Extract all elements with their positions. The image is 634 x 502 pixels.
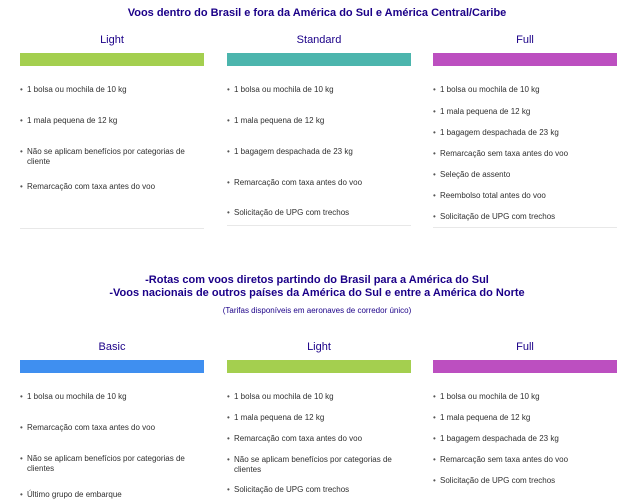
fare-color-bar: [227, 360, 411, 373]
list-item: • 1 mala pequena de 12 kg: [20, 116, 204, 147]
fare-name: Light: [307, 341, 331, 353]
list-item: • 1 bagagem despachada de 23 kg: [433, 434, 617, 455]
list-item: • Reembolso total antes do voo: [433, 191, 617, 212]
section2-title-line1: -Rotas com voos diretos partindo do Brasil para a América do Sul: [145, 274, 489, 286]
section1-title: Voos dentro do Brasil e fora da América do Sul e América Central/Caribe: [127, 7, 507, 19]
list-item: • Remarcação com taxa antes do voo: [20, 423, 204, 454]
list-item: • Solicitação de UPG com trechos: [227, 485, 411, 497]
list-item: • Remarcação com taxa antes do voo: [227, 178, 411, 208]
benefits-list: [433, 85, 617, 226]
list-item: • Remarcação sem taxa antes do voo: [433, 149, 617, 170]
fare-name: Full: [516, 34, 534, 46]
fare-column-light: [227, 340, 411, 497]
list-item: • 1 mala pequena de 12 kg: [227, 116, 411, 147]
list-item: • 1 bolsa ou mochila de 10 kg: [433, 85, 617, 107]
benefits-list: [433, 392, 617, 488]
list-item: • 1 mala pequena de 12 kg: [433, 107, 617, 128]
list-item: • Remarcação com taxa antes do voo: [227, 434, 411, 455]
benefits-list: [227, 392, 411, 497]
list-item: • 1 bolsa ou mochila de 10 kg: [227, 392, 411, 413]
section2-note: (Tarifas disponíveis em aeronaves de corredor único): [222, 306, 412, 315]
benefits-list: [227, 85, 411, 222]
list-item: • Remarcação com taxa antes do voo: [20, 182, 204, 202]
benefits-list: [20, 392, 204, 502]
fare-name: Light: [100, 34, 124, 46]
list-item: • Não se aplicam benefícios por categorias de clientes: [20, 454, 190, 490]
list-item: • 1 mala pequena de 12 kg: [227, 413, 411, 434]
list-item: • Não se aplicam benefícios por categorias de cliente: [20, 147, 190, 182]
list-item: • 1 mala pequena de 12 kg: [433, 413, 617, 434]
fare-color-bar: [20, 360, 204, 373]
fare-color-bar: [433, 53, 617, 66]
list-item: • Seleção de assento: [433, 170, 617, 191]
list-item: • 1 bagagem despachada de 23 kg: [433, 128, 617, 149]
list-item: • 1 bolsa ou mochila de 10 kg: [20, 85, 204, 116]
divider: [20, 228, 204, 229]
list-item: • Último grupo de embarque: [20, 490, 204, 502]
list-item: • Solicitação de UPG com trechos: [433, 212, 617, 226]
list-item: • Solicitação de UPG com trechos: [227, 208, 411, 222]
list-item: • 1 bolsa ou mochila de 10 kg: [20, 392, 204, 423]
divider: [433, 227, 617, 228]
list-item: • Não se aplicam benefícios por categorias de clientes: [227, 455, 397, 485]
list-item: • 1 bolsa ou mochila de 10 kg: [227, 85, 411, 116]
fare-color-bar: [433, 360, 617, 373]
fare-color-bar: [20, 53, 204, 66]
section2-title-line2: -Voos nacionais de outros países da América do Sul e entre a América do Norte: [109, 287, 525, 299]
fare-name: Full: [516, 341, 534, 353]
list-item: • 1 bagagem despachada de 23 kg: [227, 147, 411, 178]
list-item: • Solicitação de UPG com trechos: [433, 476, 617, 488]
divider: [227, 225, 411, 226]
list-item: • Remarcação sem taxa antes do voo: [433, 455, 617, 476]
fare-name: Standard: [296, 34, 342, 46]
fare-column-basic: [20, 340, 204, 502]
benefits-list: [20, 85, 204, 202]
fare-color-bar: [227, 53, 411, 66]
fare-column-full: [433, 33, 617, 226]
list-item: • 1 bolsa ou mochila de 10 kg: [433, 392, 617, 413]
fare-column-standard: [227, 33, 411, 222]
fare-column-full: [433, 340, 617, 488]
fare-name: Basic: [98, 341, 126, 353]
fare-column-light: [20, 33, 204, 202]
